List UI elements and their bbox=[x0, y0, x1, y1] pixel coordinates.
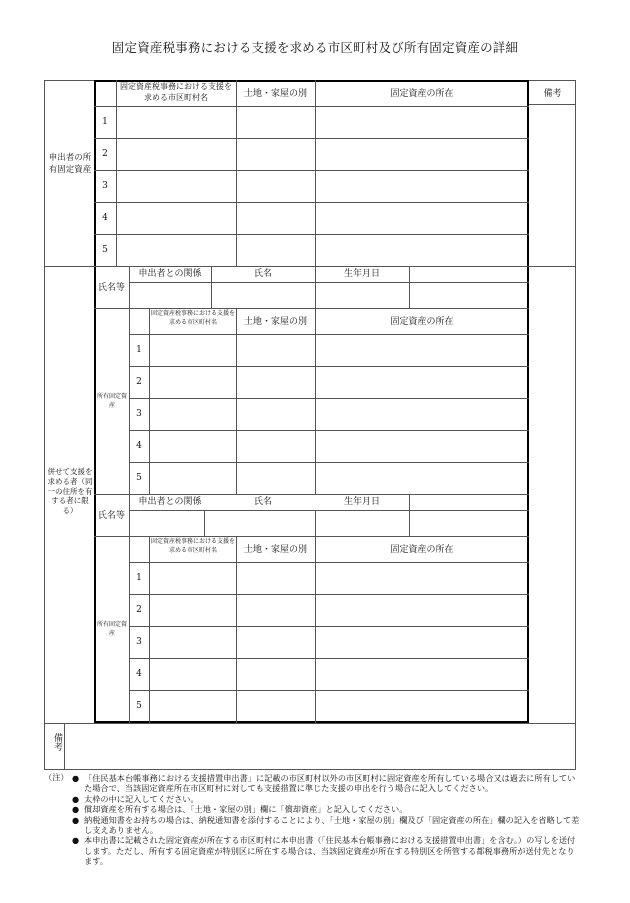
land-building-header: 土地・家屋の別 bbox=[243, 545, 307, 555]
row-number: 3 bbox=[102, 181, 108, 191]
note-item: ● 「住民基本台帳事務における支援措置申出書」に記載の市区町村以外の市区町村に固定資産を所有している場合又は過去に所有していた場合で、当該固定資産所在市区町村に対しても支援措置に準じた支援の申出を行う場合に記入してください。 bbox=[72, 773, 576, 794]
name-label: 氏名等 bbox=[97, 511, 125, 521]
name-label: 氏名等 bbox=[97, 283, 125, 293]
location-header: 固定資産の所在 bbox=[390, 89, 454, 99]
row-number: 3 bbox=[136, 637, 142, 647]
row-number: 2 bbox=[136, 605, 142, 615]
birth-header: 生年月日 bbox=[343, 269, 380, 279]
owned-assets-label: 所有固定資産 bbox=[96, 393, 127, 409]
relation-header: 申出者との関係 bbox=[138, 497, 202, 507]
row-number: 4 bbox=[136, 441, 142, 451]
bottom-remarks-label: 備考 bbox=[52, 733, 62, 751]
birth-header: 生年月日 bbox=[343, 497, 380, 507]
name-header: 氏名 bbox=[253, 269, 272, 279]
owned-assets-label: 所有固定資産 bbox=[96, 621, 127, 637]
note-item: ● 納税通知書をお持ちの場合は、納税通知書を添付することにより、「土地・家屋の別」欄及び「固定資産の所在」欄の記入を省略して差し支えありません。 bbox=[72, 814, 580, 836]
notes-label: （注） bbox=[44, 772, 69, 782]
remarks-header: 備考 bbox=[543, 89, 562, 99]
applicant-section-label: 申出者の所有固定資産 bbox=[48, 153, 92, 176]
municipality-header: 固定資産税事務における支援を求める市区町村名 bbox=[151, 310, 236, 326]
location-header: 固定資産の所在 bbox=[390, 545, 454, 555]
row-number: 5 bbox=[102, 245, 108, 255]
row-number: 4 bbox=[102, 213, 108, 223]
row-number: 4 bbox=[136, 669, 142, 679]
municipality-header: 固定資産税事務における支援を求める市区町村名 bbox=[120, 82, 232, 102]
location-header: 固定資産の所在 bbox=[390, 317, 454, 327]
land-building-header: 土地・家屋の別 bbox=[243, 89, 307, 99]
row-number: 2 bbox=[136, 377, 142, 387]
row-number: 5 bbox=[136, 701, 142, 711]
row-number: 1 bbox=[136, 345, 142, 355]
name-header: 氏名 bbox=[253, 497, 272, 507]
row-number: 1 bbox=[136, 573, 142, 583]
page-title: 固定資産税事務における支援を求める市区町村及び所有固定資産の詳細 bbox=[111, 40, 519, 55]
note-item: ● 償却資産を所有する場合は、「土地・家屋の別」欄に「償却資産」と記入してください。 bbox=[72, 804, 408, 815]
municipality-header: 固定資産税事務における支援を求める市区町村名 bbox=[151, 538, 236, 554]
joint-section-label: 併せて支援を求める者（同一の住所を有する者に限る） bbox=[47, 467, 93, 515]
row-number: 1 bbox=[102, 117, 108, 127]
relation-header: 申出者との関係 bbox=[138, 269, 202, 279]
notes bbox=[72, 773, 580, 867]
note-item: ● 本申出書に記載された固定資産が所在する市区町村に本申出書（「住民基本台帳事務における支援措置申出書」を含む。）の写しを送付します。ただし、所有する固定資産が特別区に所在する場合は、当該固定資産が所在する特別区を所管する都税事務所が送付先となります。 bbox=[72, 835, 576, 867]
note-item: ● 太枠の中に記入してください。 bbox=[72, 793, 199, 804]
row-number: 2 bbox=[102, 149, 108, 159]
land-building-header: 土地・家屋の別 bbox=[243, 317, 307, 327]
row-number: 5 bbox=[136, 473, 142, 483]
row-number: 3 bbox=[136, 409, 142, 419]
